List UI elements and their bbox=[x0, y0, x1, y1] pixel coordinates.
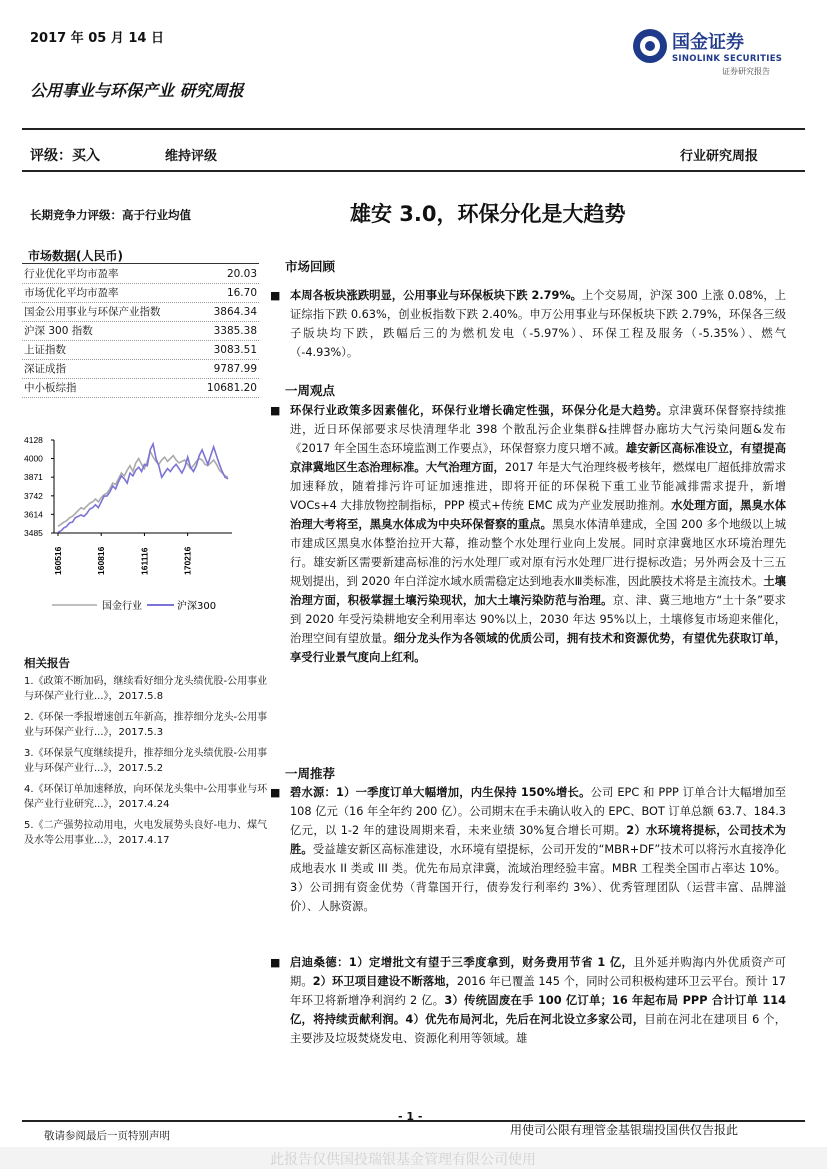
review-paragraph bbox=[270, 286, 786, 362]
views-text-1: 京津冀环保督察持续推进，近日环保部要求尽快清理华北 398 个散乱污企业集群&挂牌督办廊坊大气污染问题&发布《2017 年全国生态环境监测工作要点》，环保督察力度只增不减。 bbox=[290, 404, 786, 455]
x-tick-label: 161116 bbox=[139, 547, 150, 575]
picks-paragraph-1 bbox=[270, 783, 787, 916]
y-tick-label: 3871 bbox=[24, 472, 43, 483]
related-reports-title: 相关报告 bbox=[24, 656, 70, 670]
row-value: 16.70 bbox=[226, 287, 257, 299]
industry-title: 公用事业与环保产业 研究周报 bbox=[30, 81, 244, 100]
table-row bbox=[22, 284, 259, 303]
market-data-title: 市场数据(人民币) bbox=[28, 249, 123, 263]
views-lead-3: 水处理方面，黑臭水体治理大考将至，黑臭水体成为中央环保督察的重点。 bbox=[290, 499, 786, 531]
y-tick-label: 3742 bbox=[24, 490, 43, 501]
list-item[interactable]: 3.《环保景气度继续提升，推荐细分龙头绩优股-公用事业与环保产业行...》，2017.5.2 bbox=[24, 748, 268, 774]
square-bullet-icon: ■ bbox=[270, 956, 281, 969]
table-row bbox=[22, 379, 259, 398]
section-weekly-picks: 一周推荐 bbox=[285, 766, 336, 781]
row-label: 行业优化平均市盈率 bbox=[24, 268, 119, 280]
list-item[interactable]: 2.《环保一季报增速创五年新高，推荐细分龙头-公用事业与环保产业行...》，2017.5.3 bbox=[24, 712, 268, 738]
row-label: 国金公用事业与环保产业指数 bbox=[24, 306, 161, 318]
picks-paragraph-2 bbox=[270, 953, 786, 1048]
logo-english: SINOLINK SECURITIES bbox=[672, 54, 783, 64]
square-bullet-icon: ■ bbox=[270, 786, 281, 799]
views-paragraph bbox=[270, 401, 787, 667]
logo-icon bbox=[632, 28, 668, 64]
list-item[interactable]: 5.《二产强势拉动用电，火电发展势头良好-电力、煤气及水等公用事业...》，2017.4.17 bbox=[24, 820, 268, 846]
y-tick-label: 4000 bbox=[24, 453, 43, 464]
market-data-table bbox=[22, 265, 259, 398]
list-item[interactable]: 4.《环保订单加速释放，向环保龙头集中-公用事业与环保产业行业研究...》，2017.4.24 bbox=[24, 784, 268, 810]
x-tick-label: 160516 bbox=[53, 546, 63, 575]
views-text-4: 京、津、冀三地地方“土十条”要求到 2020 年受污染耕地安全利用率达 90%以上，2030 年达 95%以上，土壤修复市场迎来催化，治理空间有望放量。 bbox=[290, 594, 786, 645]
rating-label: 评级：买入 bbox=[30, 148, 100, 164]
review-lead: 本周各板块涨跌明显，公用事业与环保板块下跌 2.79%。 bbox=[290, 289, 582, 302]
views-text-2: 2017 年是大气治理终极考核年，燃煤电厂超低排放需求加速释放，随着排污许可证加速推进，即将开征的环保税下重工业节能减排需求提升，新增 VOCs+4 大排放物控制指标，PPP 模式+传统 EMC 成为产业发展助推剂。 bbox=[290, 461, 787, 512]
row-label: 上证指数 bbox=[24, 344, 66, 356]
legend-label-industry: 国金行业 bbox=[102, 601, 142, 612]
square-bullet-icon: ■ bbox=[270, 289, 281, 302]
table-row bbox=[22, 360, 259, 379]
views-lead-2: 雄安新区高标准设立，有望提高京津冀地区生态治理标准。大气治理方面， bbox=[290, 442, 786, 474]
logo-subtitle: 证券研究报告 bbox=[722, 67, 770, 76]
watermark: 此报告仅供国投瑞银基金管理有限公司使用 bbox=[270, 1152, 536, 1168]
long-term-rating: 长期竞争力评级：高于行业均值 bbox=[30, 208, 191, 222]
x-tick-label: 160816 bbox=[96, 546, 107, 575]
maintain-rating: 维持评级 bbox=[165, 149, 218, 164]
y-tick-label: 3614 bbox=[24, 509, 43, 520]
picks2-lead-2: 2）环卫项目建设不断落地， bbox=[312, 975, 457, 988]
report-date: 2017 年 05 月 14 日 bbox=[30, 31, 164, 46]
picks2-lead-3: 3）传统固废在手 100 亿订单；16 年起布局 PPP 合计订单 114 亿，将持续贡献利润。4）优先布局河北，先后在河北设立多家公司， bbox=[290, 994, 786, 1026]
logo-text: 国金证券 bbox=[672, 32, 744, 53]
x-tick-label: 170216 bbox=[182, 546, 193, 575]
row-label: 沪深 300 指数 bbox=[24, 325, 93, 337]
row-label: 市场优化平均市盈率 bbox=[24, 287, 119, 299]
table-row bbox=[22, 303, 259, 322]
picks2-text-3: 目前在河北在建项目 6 个，主要涉及垃圾焚烧发电、资源化利用等领域。雄 bbox=[290, 1013, 786, 1045]
list-item[interactable]: 1.《政策不断加码，继续看好细分龙头绩优股-公用事业与环保产业行业...》，2017.5.8 bbox=[24, 676, 268, 702]
row-label: 中小板综指 bbox=[24, 382, 77, 394]
picks2-text-2: 2016 年已覆盖 145 个，同时公司积极构建环卫云平台。预计 17 年环卫将新增净利润约 2 亿。 bbox=[290, 975, 786, 1007]
related-reports-list bbox=[24, 674, 269, 854]
report-title: 雄安 3.0，环保分化是大趋势 bbox=[350, 202, 626, 226]
page-number: - 1 - bbox=[398, 1110, 423, 1123]
row-label: 深证成指 bbox=[24, 363, 66, 375]
row-value: 10681.20 bbox=[206, 382, 257, 394]
picks1-text-2: 受益雄安新区高标准建设，水环境有望提标，公司开发的“MBR+DF”技术可以将污水直接净化成地表水 II 类或 III 类。优先布局京津冀，流域治理经验丰富。MBR 工程类全国市占率达 10%。3）公司拥有资金优势（背靠国开行，债券发行利率约 3%）、优秀管理团队（运营丰富、品牌溢价）、人脉资源。 bbox=[290, 843, 786, 913]
rating-divider bbox=[22, 170, 805, 172]
picks1-lead: 碧水源：1）一季度订单大幅增加，内生保持 150%增长。 bbox=[290, 786, 591, 799]
table-row bbox=[22, 265, 259, 284]
picks2-lead: 启迪桑德：1）定增批文有望于三季度拿到，财务费用节省 1 亿， bbox=[290, 956, 634, 969]
views-lead: 环保行业政策多因素催化，环保行业增长确定性强，环保分化是大趋势。 bbox=[290, 404, 669, 417]
section-market-review: 市场回顾 bbox=[285, 259, 336, 274]
footer-mirrored-text: 用使司公限有理管金基银瑞投国供仅告报此 bbox=[510, 1123, 739, 1137]
square-bullet-icon: ■ bbox=[270, 404, 281, 417]
table-row bbox=[22, 322, 259, 341]
section-weekly-views: 一周观点 bbox=[285, 383, 336, 398]
index-chart bbox=[22, 430, 267, 630]
row-value: 3083.51 bbox=[213, 344, 257, 356]
series-line-industry bbox=[58, 451, 228, 526]
row-value: 3864.34 bbox=[213, 306, 257, 318]
views-lead-4: 土壤治理方面，积极掌握土壤污染现状，加大土壤污染防范与治理。 bbox=[290, 575, 786, 607]
market-data-rule bbox=[22, 263, 259, 264]
y-tick-label: 3485 bbox=[24, 528, 43, 538]
picks1-text-1: 公司 EPC 和 PPP 订单合计大幅增加至 108 亿元（16 年全年约 200 亿）。公司期末在手未确认收入的 EPC、BOT 订单总额 63.7、184.3 亿元，以 1-2 年的建设周期来看，未来业绩 30%复合增长可期。 bbox=[290, 786, 787, 837]
row-value: 9787.99 bbox=[213, 363, 257, 375]
series-line-hs300 bbox=[58, 444, 228, 532]
row-value: 3385.38 bbox=[213, 325, 257, 337]
header-divider bbox=[22, 128, 805, 130]
y-tick-label: 4128 bbox=[24, 435, 43, 445]
views-text-3: 黑臭水体清单建成，全国 200 多个地级以上城市建成区黑臭水体整治拉开大幕，推动整个水处理行业向上发展。同时京津冀地区水环境治理先行。雄安新区需要新建高标准的污水处理厂或对原有污水处理厂进行提标改造；另外两会及十三五规划提出，到 2020 年白洋淀水域水质需稳定达到地表水Ⅲ类标准，因此膜技术将是主流技术。 bbox=[290, 518, 786, 588]
picks1-lead-2: 2）水环境将提标，公司技术为胜。 bbox=[290, 824, 786, 856]
row-value: 20.03 bbox=[226, 268, 257, 280]
review-text: 上个交易周，沪深 300 上涨 0.08%，上证综指下跌 0.63%，创业板指数下跌 2.40%。申万公用事业与环保板块下跌 2.79%，环保各三级子版块均下跌，跌幅后三的为燃机发电（-5.97%）、环保工程及服务（-5.35%）、燃气（-4.93%）。 bbox=[290, 289, 786, 359]
views-lead-5: 细分龙头作为各领域的优质公司，拥有技术和资源优势，有望优先获取订单，享受行业景气度向上红利。 bbox=[290, 632, 786, 664]
picks2-text-1: 且外延并购海内外优质资产可期。 bbox=[290, 956, 786, 988]
footer-disclaimer: 敬请参阅最后一页特别声明 bbox=[44, 1130, 170, 1142]
legend-label-hs300: 沪深300 bbox=[177, 601, 217, 612]
report-type: 行业研究周报 bbox=[680, 149, 759, 164]
table-row bbox=[22, 341, 259, 360]
